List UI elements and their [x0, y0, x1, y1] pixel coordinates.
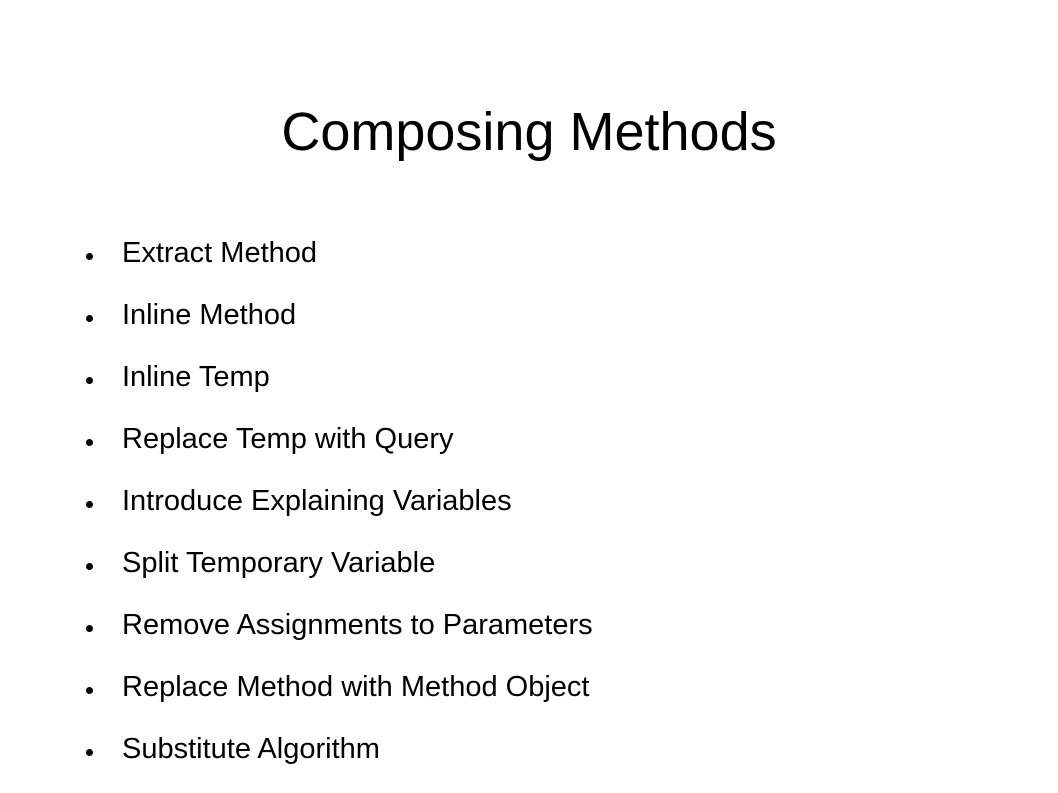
list-item-label: Replace Method with Method Object	[122, 671, 590, 703]
bullet-icon	[86, 563, 93, 570]
slide-title: Composing Methods	[281, 102, 777, 162]
list-item	[86, 470, 593, 532]
list-item-label: Split Temporary Variable	[122, 547, 436, 579]
bullet-icon	[86, 377, 93, 384]
list-item-label: Extract Method	[122, 237, 318, 269]
list-item	[86, 222, 593, 284]
bullet-icon	[86, 501, 93, 508]
list-item	[86, 346, 593, 408]
bullet-icon	[86, 253, 93, 260]
list-item	[86, 408, 593, 470]
list-item-label: Inline Temp	[122, 361, 270, 393]
list-item-label: Introduce Explaining Variables	[122, 485, 512, 517]
list-item	[86, 718, 593, 780]
bullet-list	[86, 222, 593, 780]
list-item-label: Substitute Algorithm	[122, 733, 380, 765]
list-item-label: Replace Temp with Query	[122, 423, 454, 455]
bullet-icon	[86, 439, 93, 446]
list-item	[86, 656, 593, 718]
list-item-label: Inline Method	[122, 299, 297, 331]
list-item	[86, 594, 593, 656]
list-item	[86, 284, 593, 346]
bullet-icon	[86, 687, 93, 694]
list-item	[86, 532, 593, 594]
list-item-label: Remove Assignments to Parameters	[122, 609, 593, 641]
bullet-icon	[86, 749, 93, 756]
bullet-icon	[86, 315, 93, 322]
bullet-icon	[86, 625, 93, 632]
